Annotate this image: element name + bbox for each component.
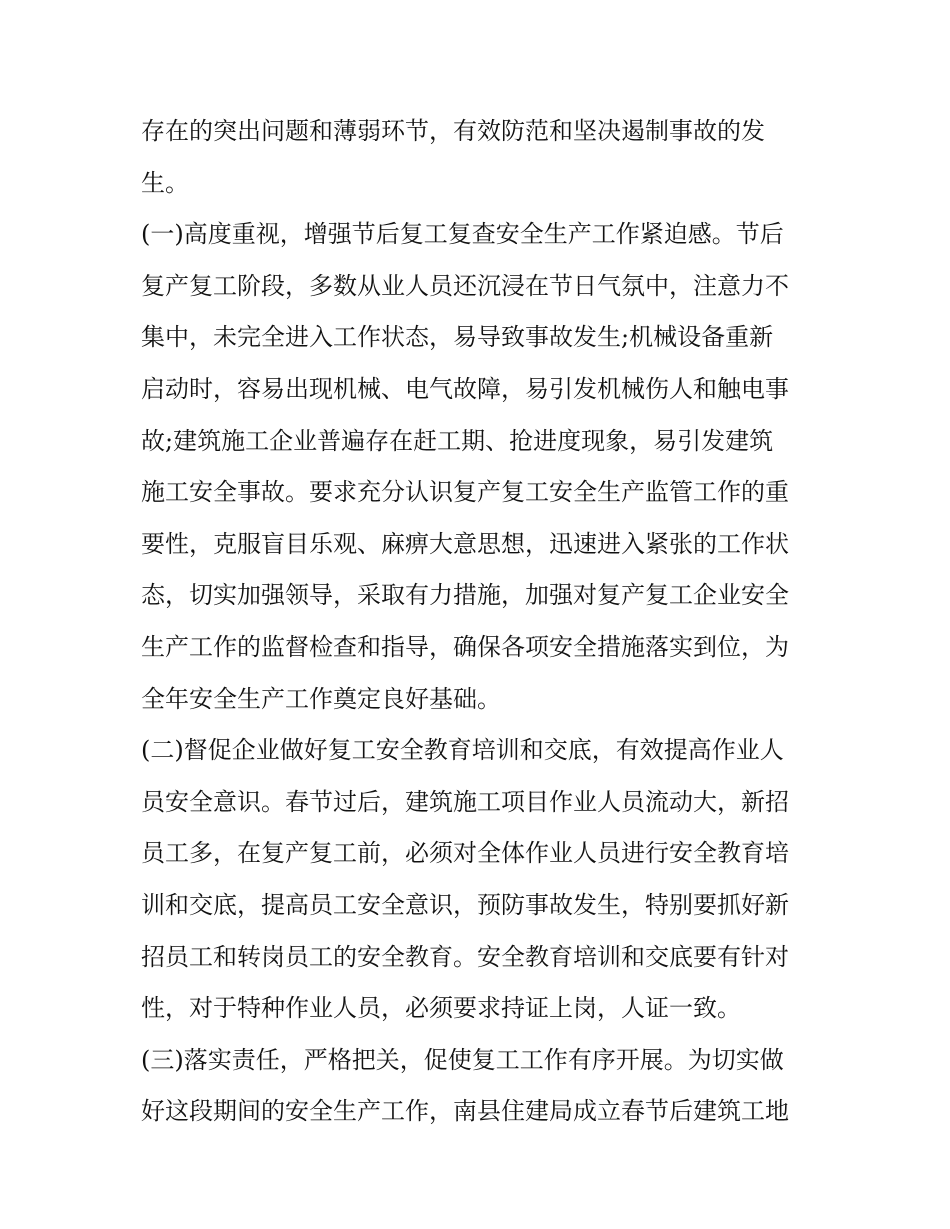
text-line: 训和交底，提高员工安全意识，预防事故发生，特别要抓好新: [141, 890, 789, 919]
text-line: 员安全意识。春节过后，建筑施工项目作业人员流动大，新招: [141, 787, 789, 816]
text-line: 员工多，在复产复工前，必须对全体作业人员进行安全教育培: [141, 839, 789, 868]
text-line: (一)高度重视，增强节后复工复查安全生产工作紧迫感。节后: [141, 220, 784, 249]
text-line: 存在的突出问题和薄弱环节，有效防范和坚决遏制事故的发: [141, 117, 765, 145]
text-line: (二)督促企业做好复工安全教育培训和交底，有效提高作业人: [141, 736, 784, 765]
text-line: 集中，未完全进入工作状态，易导致事故发生;机械设备重新: [141, 323, 774, 352]
text-line: 招员工和转岗员工的安全教育。安全教育培训和交底要有针对: [141, 942, 789, 971]
text-line: 复产复工阶段，多数从业人员还沉浸在节日气氛中，注意力不: [141, 271, 789, 300]
text-line: 性，对于特种作业人员，必须要求持证上岗，人证一致。: [141, 994, 741, 1023]
text-line: 施工安全事故。要求充分认识复产复工安全生产监管工作的重: [141, 478, 789, 507]
text-line: 故;建筑施工企业普遍存在赶工期、抢进度现象，易引发建筑: [141, 426, 774, 455]
text-line: 生。: [141, 168, 189, 197]
text-line: (三)落实责任，严格把关，促使复工工作有序开展。为切实做: [141, 1045, 784, 1074]
text-line: 全年安全生产工作奠定良好基础。: [141, 684, 501, 713]
text-line: 要性，克服盲目乐观、麻痹大意思想，迅速进入紧张的工作状: [141, 529, 789, 558]
text-line: 生产工作的监督检查和指导，确保各项安全措施落实到位，为: [141, 632, 789, 661]
body-text: [141, 109, 821, 1141]
text-line: 启动时，容易出现机械、电气故障，易引发机械伤人和触电事: [141, 374, 789, 403]
text-line: 态，切实加强领导，采取有力措施，加强对复产复工企业安全: [141, 581, 789, 610]
text-line: 好这段期间的安全生产工作，南县住建局成立春节后建筑工地: [141, 1097, 789, 1126]
